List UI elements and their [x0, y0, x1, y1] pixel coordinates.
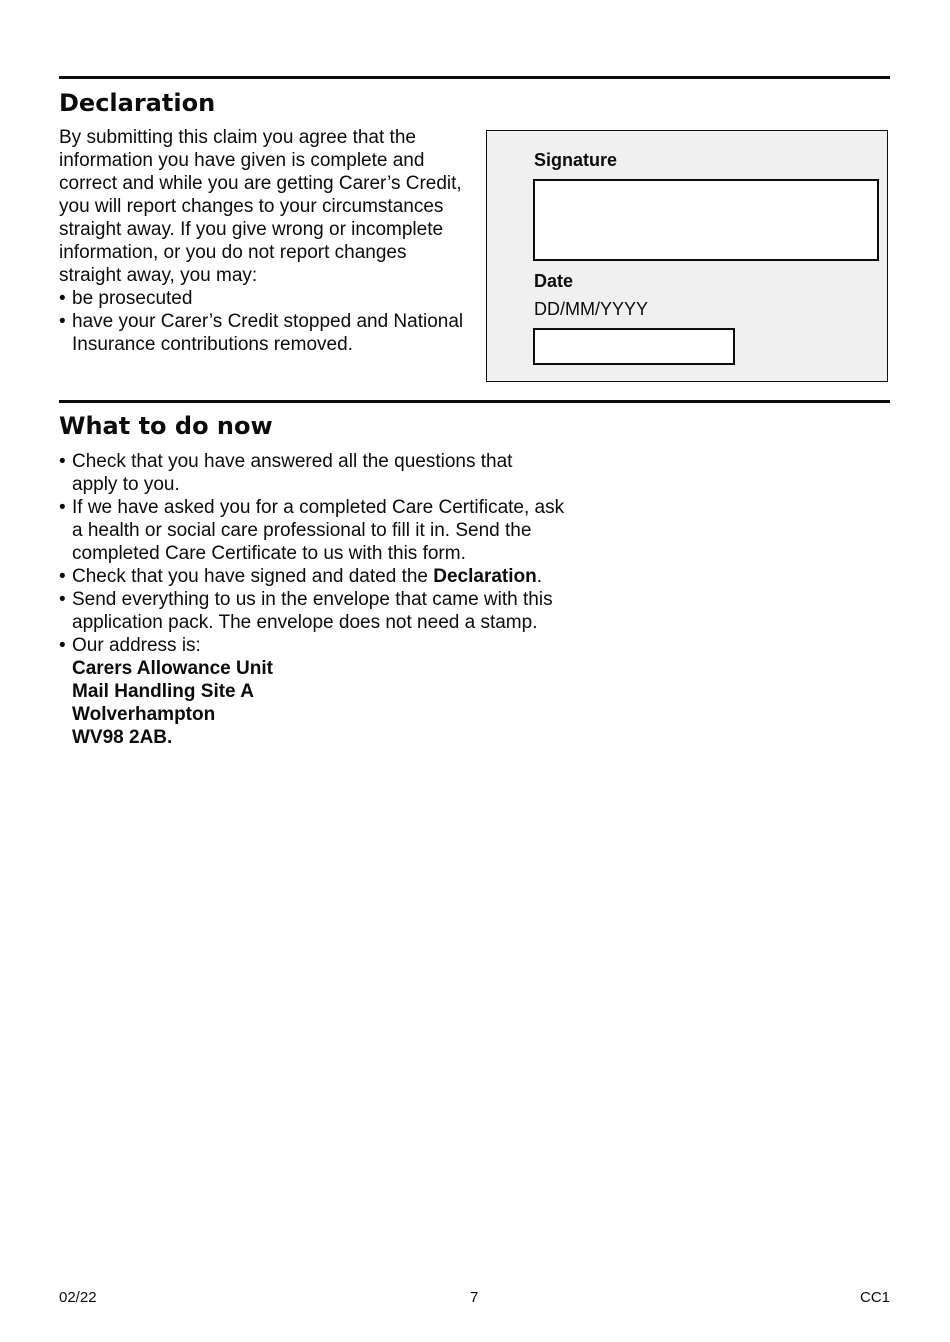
intro-line: you will report changes to your circumstances — [59, 196, 444, 217]
intro-line: correct and while you are getting Carer’s Credit, — [59, 173, 462, 194]
what-to-do-heading: What to do now — [59, 412, 273, 440]
list-item: • Check that you have signed and dated the Declaration. — [59, 565, 579, 588]
declaration-intro — [59, 126, 479, 287]
signature-panel — [486, 130, 888, 382]
signature-field[interactable] — [533, 179, 879, 261]
intro-line: straight away, you may: — [59, 265, 258, 286]
declaration-heading: Declaration — [59, 89, 216, 117]
list-item: • Send everything to us in the envelope that came with this application pack. The envelope does not need a stamp. — [59, 588, 579, 634]
intro-line: information you have given is complete and — [59, 150, 425, 171]
date-hint: DD/MM/YYYY — [534, 299, 649, 319]
address-line: WV98 2AB. — [72, 727, 173, 748]
list-item: • have your Carer’s Credit stopped and National Insurance contributions removed. — [59, 310, 479, 356]
intro-line: information, or you do not report changes — [59, 242, 407, 263]
list-item: • Check that you have answered all the questions that apply to you. — [59, 450, 579, 496]
signature-label: Signature — [534, 150, 618, 170]
intro-line: straight away. If you give wrong or incomplete — [59, 219, 444, 240]
list-item — [59, 634, 579, 749]
list-item: • If we have asked you for a completed Care Certificate, ask a health or social care professional to fill it in. Send the completed Care Certificate to us with this form. — [59, 496, 579, 565]
address-line: Wolverhampton — [72, 704, 216, 725]
intro-line: By submitting this claim you agree that the — [59, 127, 416, 148]
footer-date-code: 02/22 — [59, 1289, 97, 1306]
date-field[interactable] — [533, 328, 735, 365]
address-line: Carers Allowance Unit — [72, 658, 273, 679]
footer-form-code: CC1 — [859, 1289, 890, 1306]
section-rule-what-to-do — [59, 400, 890, 403]
declaration-reference: Declaration — [433, 566, 537, 587]
address-intro: • Our address is: — [72, 635, 201, 656]
list-item: • be prosecuted — [59, 287, 479, 310]
address-line: Mail Handling Site A — [72, 681, 254, 702]
date-label: Date — [534, 271, 574, 291]
what-to-do-list — [59, 450, 579, 749]
section-rule-declaration — [59, 76, 890, 79]
footer-page-number: 7 — [470, 1289, 479, 1306]
declaration-consequences-list — [59, 287, 479, 356]
